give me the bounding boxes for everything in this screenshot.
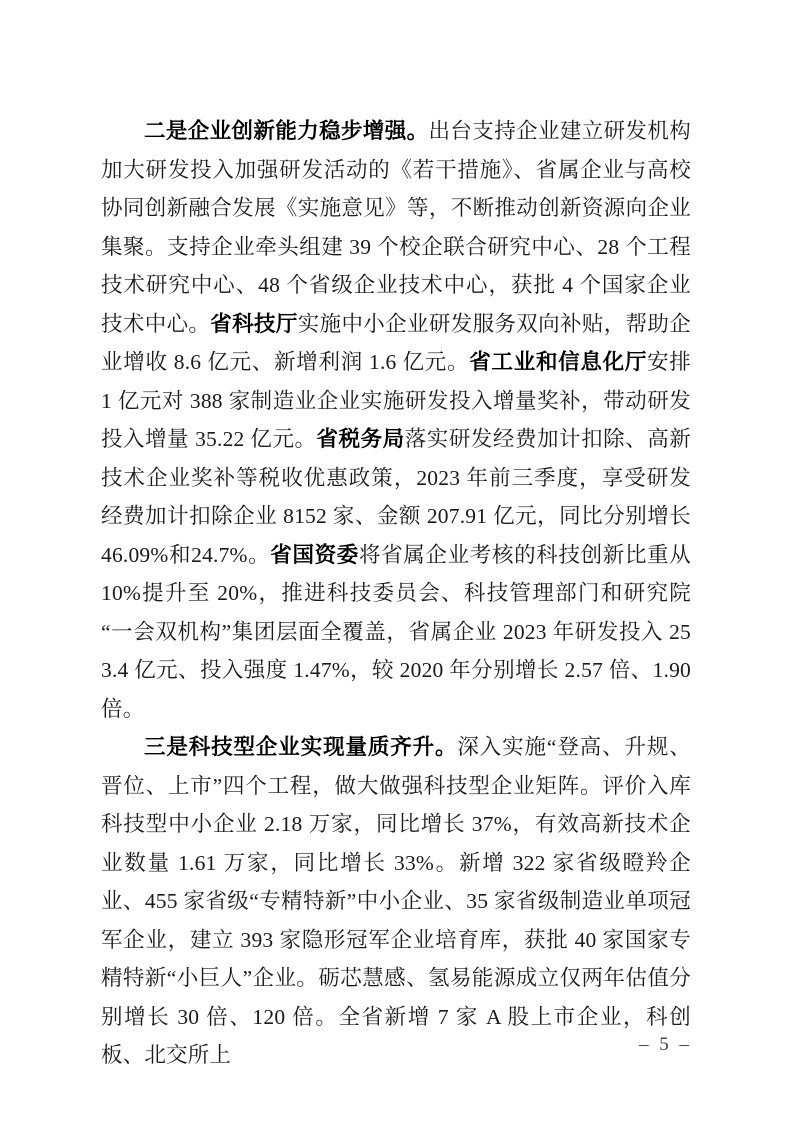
document-body (101, 112, 691, 1075)
bold-text-segment: 三是科技型企业实现量质齐升。 (144, 735, 458, 759)
bold-text-segment: 省税务局 (316, 427, 405, 451)
paragraph (101, 112, 691, 728)
text-segment: 出台支持企业建立研发机构加大研发投入加强研发活动的《若干措施》、省属企业与高校协同创新融合发展《实施意见》等，不断推动创新资源向企业集聚。支持企业牵头组建 39 个校企联合研究中心、28 个工程技术研究中心、48 个省级企业技术中心，获批 4 个国家企业技术中心。 (101, 119, 691, 336)
text-segment: 深入实施“登高、升规、晋位、上市”四个工程，做大做强科技型企业矩阵。评价入库科技型中小企业 2.18 万家，同比增长 37%，有效高新技术企业数量 1.61 万家，同比增长 33%。新增 322 家省级瞪羚企业、455 家省级“专精特新”中小企业、35 家省级制造业单项冠军企业，建立 393 家隐形冠军企业培育库，获批 40 家国家专精特新“小巨人”企业。砺芯慧感、氢易能源成立仅两年估值分别增长 30 倍、120 倍。全省新增 7 家 A 股上市企业，科创板、北交所上 (101, 735, 691, 1067)
bold-text-segment: 二是企业创新能力稳步增强。 (144, 119, 429, 143)
paragraph (101, 728, 691, 1075)
text-segment: 实施中小企业研发服务双向补贴，帮助企业增收 8.6 亿元、新增利润 1.6 亿元。 (101, 311, 691, 374)
bold-text-segment: 省工业和信息化厅 (469, 350, 648, 374)
text-segment: 将省属企业考核的科技创新比重从 10%提升至 20%，推进科技委员会、科技管理部门和研究院“一会双机构”集团层面全覆盖，省属企业 2023 年研发投入 253.4 亿元、投入强度 1.47%，较 2020 年分别增长 2.57 倍、1.90 倍。 (101, 542, 691, 721)
bold-text-segment: 省国资委 (270, 542, 359, 567)
bold-text-segment: 省科技厅 (210, 311, 298, 336)
text-segment: 落实研发经费加计扣除、高新技术企业奖补等税收优惠政策，2023 年前三季度，享受研发经费加计扣除企业 8152 家、金额 207.91 亿元，同比分别增长 46.09%和24.7%。 (101, 427, 691, 567)
text-segment: 安排 1 亿元对 388 家制造业企业实施研发投入增量奖补，带动研发投入增量 35.22 亿元。 (101, 350, 691, 451)
page-number: – 5 – (639, 1034, 692, 1055)
